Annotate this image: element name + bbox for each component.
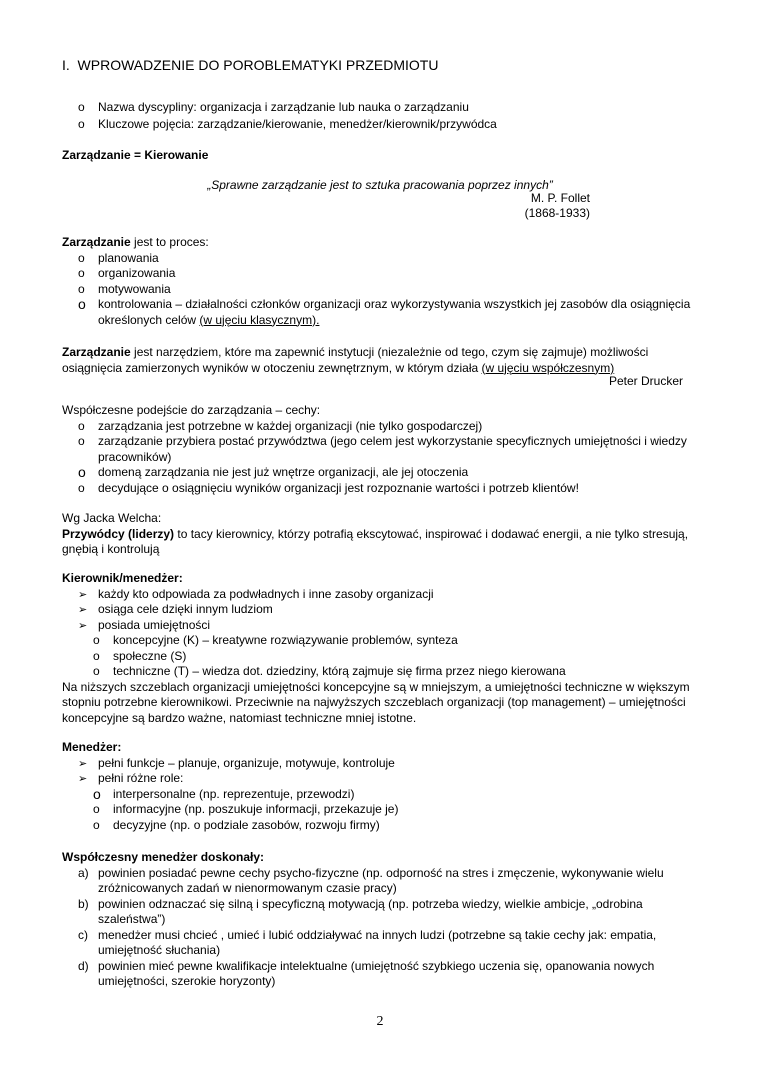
menedzer-block bbox=[62, 740, 700, 833]
list-item-text: społeczne (S) bbox=[113, 648, 187, 663]
list-letter: a) bbox=[78, 865, 89, 880]
bullet-marker: o bbox=[78, 281, 85, 296]
arrow-bullet-icon: ➢ bbox=[78, 587, 88, 601]
list-item-text: posiada umiejętności bbox=[98, 617, 211, 632]
process-block bbox=[62, 235, 700, 328]
bullet-marker: o bbox=[78, 266, 85, 280]
intro-block bbox=[62, 99, 700, 132]
list-item-text: menedżer musi chcieć , umieć i lubić oddziaływać na innych ludzi (potrzebne są takie cechy jak: empatia, umiejętność słuchania) bbox=[98, 927, 657, 957]
list-item bbox=[62, 664, 700, 680]
bullet-marker: o bbox=[93, 817, 100, 832]
list-item bbox=[62, 897, 700, 928]
drucker-paragraph bbox=[62, 345, 700, 376]
process-list bbox=[62, 251, 700, 329]
list-item-text: zarządzania jest potrzebne w każdej organizacji (nie tylko gospodarczej) bbox=[98, 418, 483, 433]
list-item-text: Nazwa dyscypliny: organizacja i zarządzanie lub nauka o zarządzaniu bbox=[98, 100, 469, 114]
arrow-bullet-icon: ➢ bbox=[78, 756, 88, 770]
classic-note: (w ujęciu klasycznym). bbox=[199, 312, 320, 327]
section-title: I. WPROWADZENIE DO POROBLEMATYKI PRZEDMIOTU bbox=[62, 57, 439, 73]
list-item-text: decydujące o osiągnięciu wyników organizacji jest rozpoznanie wartości i potrzeb klientów! bbox=[98, 480, 579, 495]
bullet-marker: o bbox=[78, 464, 86, 480]
list-item bbox=[62, 266, 700, 282]
list-item-text: powinien odznaczać się silną i specyficzną motywacją (np. potrzeba wiedzy, wielkie ambicje, „odrobina szaleństwa”) bbox=[98, 896, 643, 926]
list-item-text: decyzyjne (np. o podziale zasobów, rozwoju firmy) bbox=[113, 817, 380, 832]
list-letter: c) bbox=[78, 927, 88, 942]
list-item bbox=[62, 481, 700, 497]
modern-list bbox=[62, 419, 700, 497]
list-item-text: domeną zarządzania nie jest już wnętrze organizacji, ale jej otoczenia bbox=[98, 465, 469, 479]
bullet-marker: o bbox=[93, 633, 100, 647]
manager-block bbox=[62, 571, 700, 726]
list-item bbox=[62, 251, 700, 267]
list-item bbox=[62, 649, 700, 665]
intro-list bbox=[62, 99, 700, 132]
modern-heading: Współczesne podejście do zarządzania – cechy: bbox=[62, 403, 321, 417]
modern-block bbox=[62, 403, 700, 496]
quote-years: (1868-1933) bbox=[524, 206, 590, 220]
list-item-text: każdy kto odpowiada za podwładnych i inne zasoby organizacji bbox=[98, 586, 434, 601]
manager-list bbox=[62, 587, 700, 634]
list-item bbox=[62, 602, 700, 618]
bullet-marker: o bbox=[78, 250, 85, 265]
bullet-marker: o bbox=[78, 100, 85, 114]
welch-block bbox=[62, 511, 700, 558]
bullet-marker: o bbox=[78, 480, 85, 495]
list-item bbox=[62, 99, 700, 116]
list-item bbox=[62, 465, 700, 481]
arrow-bullet-icon: ➢ bbox=[78, 618, 88, 632]
arrow-bullet-icon: ➢ bbox=[78, 603, 88, 616]
manager-heading: Kierownik/menedżer: bbox=[62, 571, 183, 585]
welch-term: Przywódcy (liderzy) bbox=[62, 526, 175, 541]
list-item-text: powinien posiadać pewne cechy psycho-fizyczne (np. odporność na stres i zmęczenie, wykonywanie wielu zróżnicowanych zadań w nienormowanym czasie pracy) bbox=[98, 865, 664, 895]
welch-text: to tacy kierownicy, którzy potrafią ekscytować, inspirować i dodawać energii, a nie tylko stresują, gnębią i kontrolują bbox=[62, 526, 689, 556]
bullet-marker: o bbox=[78, 434, 85, 448]
follet-quote: „Sprawne zarządzanie jest to sztuka pracowania poprzez innych” bbox=[207, 178, 553, 192]
list-item-text: osiąga cele dzięki innym ludziom bbox=[98, 602, 273, 616]
bullet-marker: o bbox=[78, 418, 85, 433]
ideal-heading: Współczesny menedżer doskonały: bbox=[62, 850, 265, 864]
bullet-marker: o bbox=[78, 116, 85, 131]
list-item-text: Kluczowe pojęcia: zarządzanie/kierowanie, menedżer/kierownik/przywódca bbox=[98, 116, 497, 131]
list-item bbox=[62, 587, 700, 603]
list-item-text: organizowania bbox=[98, 266, 176, 280]
tool-term: Zarządzanie bbox=[62, 345, 131, 359]
process-lead-text: jest to proces: bbox=[134, 235, 209, 249]
list-item-text: koncepcyjne (K) – kreatywne rozwiązywanie problemów, synteza bbox=[113, 633, 458, 647]
list-letter: b) bbox=[78, 896, 89, 911]
skills-list bbox=[62, 633, 700, 680]
list-item-text: pełni funkcje – planuje, organizuje, motywuje, kontroluje bbox=[98, 755, 395, 770]
list-item bbox=[62, 282, 700, 298]
list-item-text: techniczne (T) – wiedza dot. dziedziny, którą zajmuje się firma przez niego kierowana bbox=[113, 664, 566, 678]
drucker-author: Peter Drucker bbox=[608, 374, 683, 388]
list-item-text: motywowania bbox=[98, 281, 171, 296]
list-item bbox=[62, 959, 700, 990]
tool-text: jest narzędziem, które ma zapewnić instytucji (niezależnie od tego, czym się zajmuje) możliwości osiągnięcia zamierzonych wyników w otoczeniu zewnętrznym, w którym działa bbox=[62, 345, 649, 375]
menedzer-list bbox=[62, 756, 700, 787]
process-lead bbox=[62, 235, 700, 251]
skills-note: Na niższych szczeblach organizacji umiejętności koncepcyjne są w mniejszym, a umiejętności techniczne w większym stopniu potrzebne kierownikowi. Przeciwnie na najwyższych szczeblach organizacji (top management) – umiejętności koncepcyjne są bardzo ważne, natomiast techniczne mniej istotne. bbox=[62, 679, 690, 725]
list-item bbox=[62, 756, 700, 772]
bullet-marker: o bbox=[78, 296, 86, 312]
bullet-marker: o bbox=[93, 802, 100, 816]
list-item-text: kontrolowania – działalności członków organizacji oraz wykorzystywania wszystkich jej zasobów dla osiągnięcia określonych celów bbox=[98, 297, 691, 327]
list-item-text: interpersonalne (np. reprezentuje, przewodzi) bbox=[113, 786, 355, 801]
list-item-text: informacyjne (np. poszukuje informacji, przekazuje je) bbox=[113, 802, 399, 816]
ideal-list bbox=[62, 866, 700, 990]
list-letter: d) bbox=[78, 958, 89, 973]
definition-heading: Zarządzanie = Kierowanie bbox=[62, 148, 209, 162]
list-item bbox=[62, 434, 700, 465]
list-item bbox=[62, 618, 700, 634]
welch-intro: Wg Jacka Welcha: bbox=[62, 511, 162, 525]
list-item bbox=[62, 818, 700, 834]
modern-note: (w ujęciu współczesnym) bbox=[481, 360, 615, 375]
list-item bbox=[62, 802, 700, 818]
roles-list bbox=[62, 787, 700, 834]
welch-definition bbox=[62, 527, 700, 558]
process-term: Zarządzanie bbox=[62, 235, 131, 249]
bullet-marker: o bbox=[93, 664, 100, 678]
menedzer-heading: Menedżer: bbox=[62, 740, 122, 754]
list-item bbox=[62, 297, 700, 328]
bullet-marker: o bbox=[93, 785, 101, 802]
list-item bbox=[62, 419, 700, 435]
list-item bbox=[62, 928, 700, 959]
ideal-block bbox=[62, 850, 700, 990]
list-item bbox=[62, 771, 700, 787]
list-item bbox=[62, 787, 700, 803]
list-item-text: planowania bbox=[98, 250, 159, 265]
list-item-text: powinien mieć pewne kwalifikacje intelektualne (umiejętność szybkiego uczenia się, opanowania nowych umiejętności, szerokie horyzonty) bbox=[98, 958, 655, 988]
list-item-text: zarządzanie przybiera postać przywództwa (jego celem jest wykorzystanie specyficznych umiejętności i wiedzy pracowników) bbox=[98, 434, 687, 464]
bullet-marker: o bbox=[93, 648, 100, 663]
quote-author: M. P. Follet bbox=[530, 191, 590, 205]
list-item-text: pełni różne role: bbox=[98, 771, 184, 785]
arrow-bullet-icon: ➢ bbox=[78, 772, 88, 785]
page-number: 2 bbox=[376, 1014, 384, 1029]
list-item bbox=[62, 116, 700, 133]
list-item bbox=[62, 633, 700, 649]
list-item bbox=[62, 866, 700, 897]
